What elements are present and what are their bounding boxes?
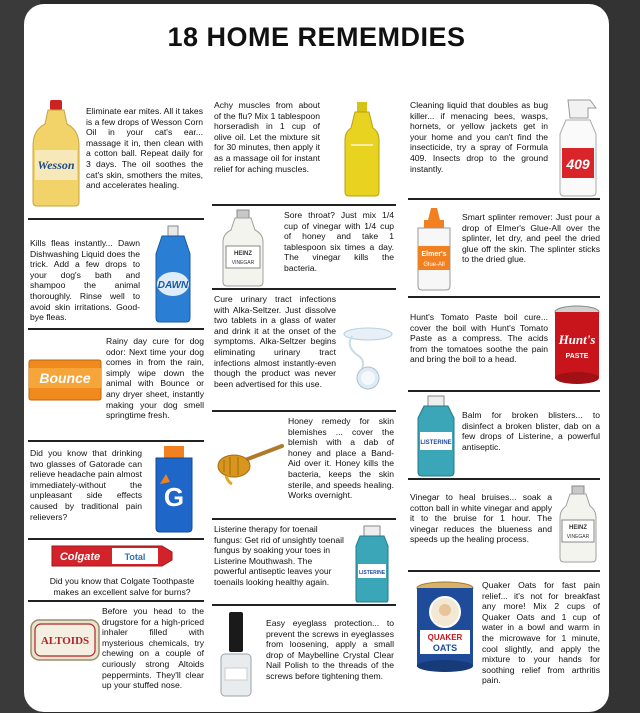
colgate-label: Colgate	[59, 551, 101, 563]
alka-seltzer-tablet-icon	[342, 322, 396, 392]
formula-409-label: 409	[566, 156, 590, 172]
olive-oil-bottle-icon	[342, 100, 382, 198]
wesson-oil-bottle-icon	[30, 98, 82, 208]
remedy-uti	[212, 292, 398, 410]
remedy-ear-mites	[28, 96, 206, 214]
elmers-label: Elmer's	[421, 251, 447, 258]
divider	[408, 390, 600, 392]
remedy-splinter	[408, 202, 604, 298]
divider	[212, 604, 396, 606]
divider	[408, 198, 600, 200]
remedy-colgate	[28, 542, 206, 598]
wesson-label: Wesson	[37, 158, 75, 172]
elmers-glue-bottle-icon	[412, 206, 456, 292]
divider	[408, 296, 600, 298]
divider	[28, 538, 204, 540]
text-eyeglass: Easy eyeglass protection... to prevent the screws in eyeglasses from loosening, apply a small drop of Maybelline Crystal Clear Nail Polish to the threads of the screws before tightening them.	[266, 618, 394, 681]
heinz-vinegar-bottle-icon	[220, 208, 266, 288]
hunts-can-icon	[552, 304, 602, 386]
divider	[408, 570, 600, 572]
heinz-label: HEINZ	[234, 251, 252, 257]
divider	[212, 204, 396, 206]
remedy-altoids	[28, 604, 206, 708]
colgate-tube-icon	[50, 542, 174, 570]
remedy-toenail	[212, 522, 398, 608]
divider	[212, 410, 396, 412]
remedy-skin-blemishes	[212, 414, 398, 518]
nail-polish-bottle-icon	[216, 610, 256, 700]
text-blisters: Balm for broken blisters... to disinfect a broken blister, dab on a few drops of Listerine, a powerful antiseptic.	[462, 410, 600, 452]
dawn-bottle-icon	[148, 224, 198, 324]
remedy-achy-muscles	[212, 96, 398, 204]
remedy-boil	[408, 300, 604, 392]
remedy-quaker	[408, 574, 604, 708]
text-altoids: Before you head to the drugstore for a high-priced inhaler filled with mysterious chemicals, try chewing on a couple of curiously strong Altoids peppermints. They'll clear up your stuffed nose.	[102, 606, 204, 691]
divider	[28, 218, 204, 220]
gatorade-bottle-icon	[146, 444, 202, 534]
text-cleaning-liquid: Cleaning liquid that doubles as bug killer... if menacing bees, wasps, hornets, or yellow jackets get in your home and you can't find the insecticide, try a spray of Formula 409. Insects drop to the ground instantly.	[410, 100, 548, 174]
colgate-total-label: Total	[124, 552, 146, 562]
text-uti: Cure urinary tract infections with Alka-Seltzer. Just dissolve two tablets in a glass of water and drink it at the onset of the symptoms. Alka-Seltzer begins eliminating urinary tract infections almost instantly-even though the product was never been advertised for this use.	[214, 294, 336, 389]
text-ear-mites: Eliminate ear mites. All it takes is a few drops of Wesson Corn Oil in your cat's ear... massage it in, then clean with a cotton ball. Repeat daily for 3 days. The oil soothes the cat's skin, smothers the mites, and accelerates healing.	[86, 106, 203, 191]
text-toenail: Listerine therapy for toenail fungus: Get rid of unsightly toenail fungus by soaking your toes in Listerine Mouthwash. The powerful antiseptic leaves your toenails looking healthy again.	[214, 524, 344, 587]
text-bruises: Vinegar to heal bruises... soak a cotton ball in white vinegar and apply it to the bruise for 1 hour. The vinegar reduces the blueness and speeds up the healing process.	[410, 492, 552, 545]
text-boil: Hunt's Tomato Paste boil cure... cover the boil with Hunt's Tomato Paste as a compress. The acids from the tomatoes soothe the pain and bring the boil to a head.	[410, 312, 548, 365]
text-achy-muscles: Achy muscles from about of the flu? Mix 1 tablespoon horseradish in 1 cup of olive oil. Let the mixture sit for 30 minutes, then apply it as a massage oil for instant relief for aching muscles.	[214, 100, 320, 174]
heinz-vinegar-bottle-icon	[558, 484, 598, 566]
divider	[28, 440, 204, 442]
divider	[212, 288, 396, 290]
remedy-gatorade	[28, 444, 206, 536]
heinz-label: HEINZ	[569, 525, 587, 531]
quaker-label: QUAKER	[427, 633, 463, 642]
remedy-eyeglass	[212, 608, 398, 708]
text-quaker: Quaker Oats for fast pain relief... it's not for breakfast any more! Mix 2 cups of Quaker Oats and 1 cup of water in a bowl and warm in the microwave for 1 minute, cool slightly, and apply the mixture to your hands for soothing relief from arthritis pain.	[482, 580, 600, 686]
divider	[28, 328, 204, 330]
honey-dipper-icon	[212, 440, 284, 486]
remedy-cleaning-liquid	[408, 96, 604, 200]
remedy-rainy-day	[28, 332, 206, 436]
hunts-label: Hunt's	[558, 332, 596, 347]
altoids-tin-icon	[30, 618, 100, 662]
text-colgate: Did you know that Colgate Toothpaste makes an excellent salve for burns?	[49, 576, 195, 597]
bounce-label: Bounce	[39, 370, 91, 386]
listerine-label: LISTERINE	[420, 440, 452, 446]
text-splinter: Smart splinter remover: Just pour a drop of Elmer's Glue-All over the splinter, let dry, and peel the dried glue off the skin. The splinter sticks to the dried glue.	[462, 212, 600, 265]
bounce-box-icon	[28, 358, 102, 402]
glue-all-label: Glue-All	[423, 262, 445, 268]
listerine-label-small: LISTERINE	[358, 570, 386, 576]
remedy-bruises	[408, 482, 604, 570]
oats-label: OATS	[432, 643, 458, 653]
text-gatorade: Did you know that drinking two glasses of Gatorade can relieve headache pain almost immediately-without the unpleasant side effects caused by traditional pain relievers?	[30, 448, 142, 522]
remedy-sore-throat	[212, 208, 398, 290]
text-sore-throat: Sore throat? Just mix 1/4 cup of vinegar with 1/4 cup of honey and take 1 tablespoon six times a day. The vinegar kills the bacteria.	[284, 210, 394, 273]
gatorade-label: G	[163, 482, 185, 512]
dawn-label: DAWN	[157, 280, 189, 291]
quaker-oats-canister-icon	[414, 580, 476, 674]
text-rainy-day: Rainy day cure for dog odor: Next time your dog comes in from the rain, simply wipe down the animal with Bounce or any dryer sheet, instantly making your dog smell springtime fresh.	[106, 336, 204, 421]
vinegar-label: VINEGAR	[231, 260, 255, 266]
page-title: 18 HOME REMEMDIES	[167, 22, 466, 52]
text-fleas: Kills fleas instantly... Dawn Dishwashing Liquid does the trick. Add a few drops to your dog's bath and shampoo the animal thoroughly. Rinse well to avoid skin irritations. Good-bye fleas.	[30, 238, 140, 323]
divider	[28, 600, 204, 602]
remedy-fleas	[28, 222, 206, 324]
altoids-label: ALTOIDS	[40, 635, 90, 647]
listerine-bottle-icon	[352, 524, 392, 604]
remedies-sheet	[24, 4, 609, 712]
divider	[212, 518, 396, 520]
listerine-bottle-icon	[414, 394, 458, 478]
divider	[408, 478, 600, 480]
vinegar-label: VINEGAR	[566, 534, 590, 540]
paste-label: PASTE	[565, 353, 589, 360]
text-skin-blemishes: Honey remedy for skin blemishes ... cover the blemish with a dab of honey and place a Band-Aid over it. Honey kills the bacteria, keeps the skin sterile, and speeds healing. Works overnight.	[288, 416, 394, 501]
formula-409-spray-bottle-icon	[554, 98, 602, 198]
remedy-blisters	[408, 394, 604, 480]
